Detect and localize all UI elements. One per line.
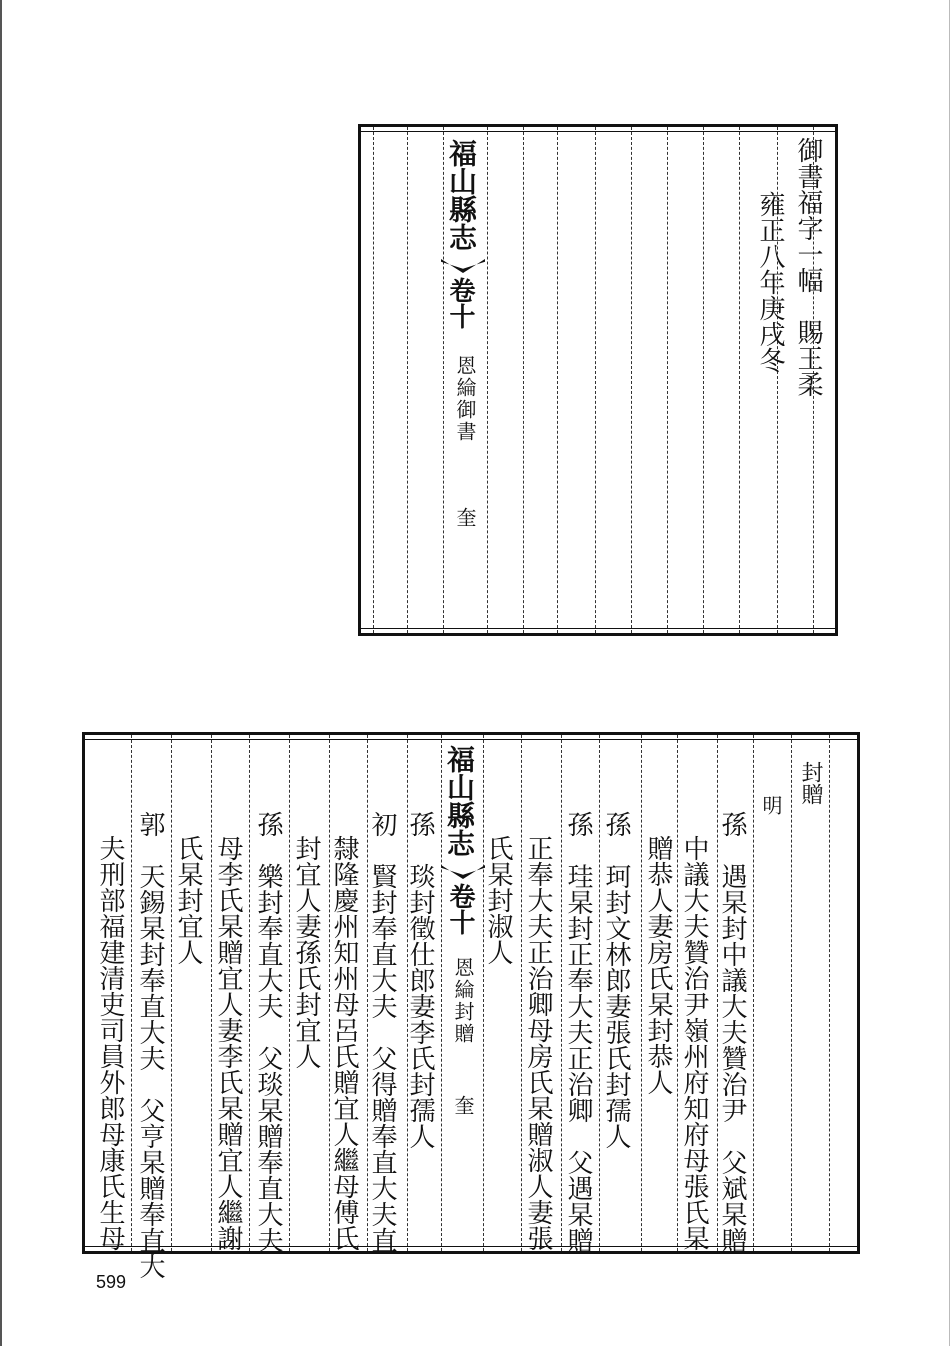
text-column: 初 賢封奉直大夫 父得贈奉直大夫直: [367, 811, 397, 1253]
text-column: 孫 遇杲封中議大夫贊治尹 父斌杲贈: [717, 811, 747, 1253]
book-title: 福山縣志: [445, 139, 478, 251]
section-label: 恩綸封贈: [451, 957, 475, 1045]
edict-date: 雍正八年庚戌冬: [755, 191, 785, 373]
text-column: 中議大夫贊治尹嶺州府知府母張氏杲: [679, 835, 709, 1251]
fish-tail-mark-icon: [441, 865, 485, 879]
text-column: 孫 珪杲封正奉大夫正治卿 父遇杲贈: [563, 811, 593, 1253]
text-column: 郭 天錫杲封奉直大夫 父亨杲贈奉直大: [135, 811, 165, 1279]
section-heading: 封贈: [798, 761, 823, 805]
upper-page-block: [358, 124, 838, 636]
text-column: 贈恭人妻房氏杲封恭人: [643, 835, 673, 1095]
edict-entry: 御書福字一幅 賜王柔: [793, 137, 823, 397]
volume-label: 卷十: [445, 277, 475, 329]
lower-page-block: [82, 732, 860, 1279]
section-label: 恩綸御書: [453, 355, 477, 443]
fish-tail-mark-icon: [441, 259, 485, 273]
text-column: 氏杲封淑人: [483, 835, 513, 965]
page-leaf-label: 奎: [453, 507, 477, 529]
book-title: 福山縣志: [443, 745, 476, 857]
text-column: 夫刑部福建清吏司員外郎母康氏生母: [95, 835, 125, 1251]
volume-label: 卷十: [445, 883, 475, 935]
left-margin-rule: [0, 0, 2, 1346]
text-column: 母李氏杲贈宜人妻李氏杲贈宜人繼謝: [213, 835, 243, 1251]
dynasty-label: 明: [759, 795, 783, 815]
text-column: 封宜人妻孫氏封宜人: [291, 835, 321, 1069]
page-number: 599: [96, 1272, 127, 1292]
page-leaf-label: 奎: [451, 1095, 475, 1117]
text-column: 孫 琰封徵仕郎妻李氏封孺人: [405, 811, 435, 1149]
text-column: 孫 珂封文林郎妻張氏封孺人: [601, 811, 631, 1149]
text-column: 正奉大夫正治卿母房氏杲贈淑人妻張: [523, 835, 553, 1251]
text-column: 孫 樂封奉直大夫 父琰杲贈奉直大夫: [253, 811, 283, 1253]
text-column: 隸隆慶州知州母呂氏贈宜人繼母傅氏: [329, 835, 359, 1251]
text-column: 氏杲封宜人: [173, 835, 203, 965]
